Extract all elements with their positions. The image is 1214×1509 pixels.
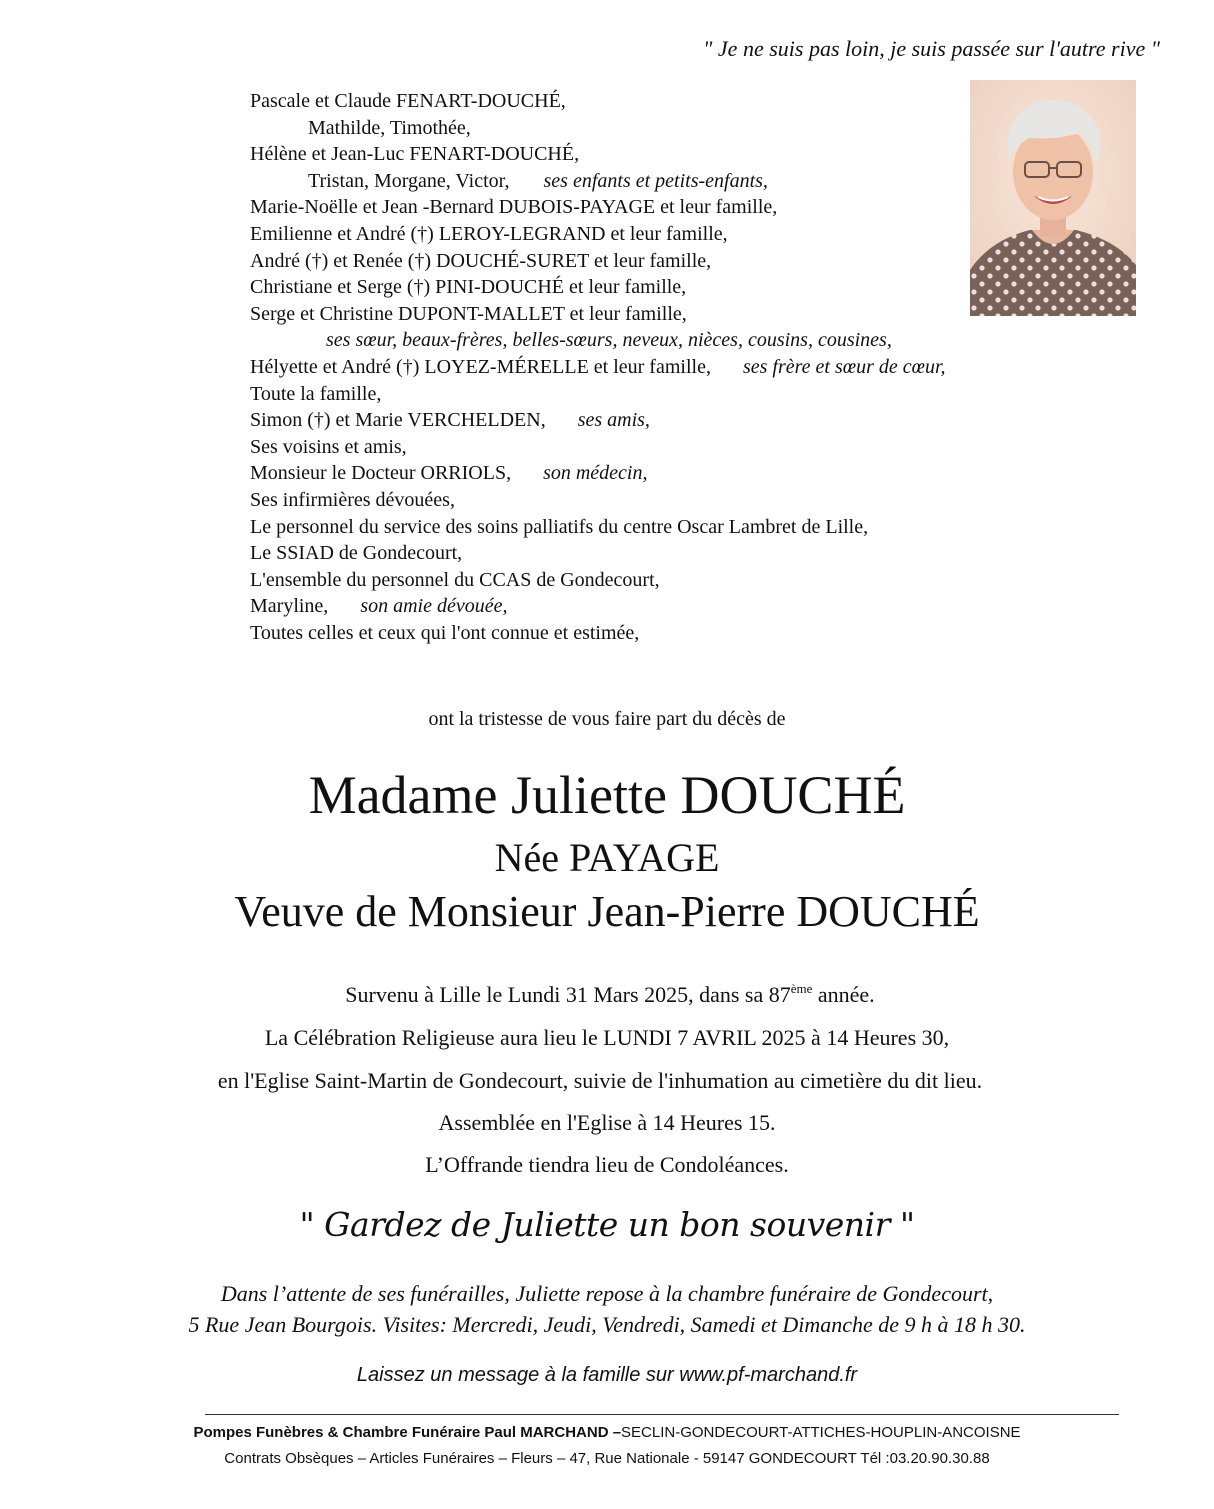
relation-label: son médecin, <box>543 462 648 485</box>
list-item: Ses voisins et amis, <box>250 435 407 458</box>
family-list <box>250 88 946 646</box>
ceremony-info: La Célébration Religieuse aura lieu le LUNDI 7 AVRIL 2025 à 14 Heures 30, <box>264 1025 950 1050</box>
list-item: Toutes celles et ceux qui l'ont connue et estimée, <box>250 621 640 644</box>
announcement: ont la tristesse de vous faire part du décès de <box>428 708 786 730</box>
widow-of: Veuve de Monsieur Jean-Pierre DOUCHÉ <box>234 887 980 936</box>
portrait-photo <box>970 80 1136 316</box>
list-item: Toute la famille, <box>250 382 382 405</box>
list-item: Tristan, Morgane, Victor, ses enfants et petits-enfants, <box>308 169 768 192</box>
relation-label: ses frère et sœur de cœur, <box>742 355 946 378</box>
church-info: en l'Eglise Saint-Martin de Gondecourt, suivie de l'inhumation au cimetière du dit lieu. <box>217 1068 983 1093</box>
footer-company: Pompes Funèbres & Chambre Funéraire Paul MARCHAND –SECLIN-GONDECOURT-ATTICHES-HOUPLIN-ANCOISNE <box>193 1424 1021 1441</box>
list-item: Marie-Noëlle et Jean -Bernard DUBOIS-PAYAGE et leur famille, <box>250 196 778 219</box>
list-item: Ses infirmières dévouées, <box>250 488 455 511</box>
list-item: Simon (†) et Marie VERCHELDEN, ses amis, <box>250 409 650 432</box>
list-item: Hélène et Jean-Luc FENART-DOUCHÉ, <box>250 143 580 166</box>
footer-services: Contrats Obsèques – Articles Funéraires – Fleurs – 47, Rue Nationale - 59147 GONDECOURT Tél :03.20.90.30.88 <box>224 1450 990 1467</box>
death-date: Survenu à Lille le Lundi 31 Mars 2025, dans sa 87ème année. <box>345 981 875 1007</box>
list-item: L'ensemble du personnel du CCAS de Gondecourt, <box>250 568 660 591</box>
assembly-info: Assemblée en l'Eglise à 14 Heures 15. <box>438 1110 776 1135</box>
list-item: Emilienne et André (†) LEROY-LEGRAND et leur famille, <box>250 222 728 245</box>
list-item: Le personnel du service des soins palliatifs du centre Oscar Lambret de Lille, <box>250 515 869 538</box>
footer-divider <box>205 1414 1119 1415</box>
list-item: Monsieur le Docteur ORRIOLS, son médecin, <box>250 462 648 485</box>
list-item: Christiane et Serge (†) PINI-DOUCHÉ et leur famille, <box>250 276 687 299</box>
deceased-name: Madame Juliette DOUCHÉ <box>308 765 906 825</box>
relation-label: ses sœur, beaux-frères, belles-sœurs, neveux, nièces, cousins, cousines, <box>326 329 892 352</box>
list-item: Mathilde, Timothée, <box>308 116 471 139</box>
portrait-icon <box>970 80 1136 316</box>
souvenir-quote: " Gardez de Juliette un bon souvenir " <box>299 1205 915 1244</box>
list-item: Hélyette et André (†) LOYEZ-MÉRELLE et leur famille, ses frère et sœur de cœur, <box>250 355 946 378</box>
relation-label: ses enfants et petits-enfants, <box>543 169 768 192</box>
list-item: Maryline, son amie dévouée, <box>250 595 508 618</box>
epigraph: " Je ne suis pas loin, je suis passée sur l'autre rive " <box>703 36 1160 61</box>
maiden-name: Née PAYAGE <box>494 835 720 880</box>
offering-info: L’Offrande tiendra lieu de Condoléances. <box>425 1152 789 1177</box>
repose-info: Dans l’attente de ses funérailles, Juliette repose à la chambre funéraire de Gondecourt, 5 Rue Jean Bourgois. Visites: Mercredi, Jeudi, Vendredi, Samedi et Dimanche de 9 h à 18 h 30. <box>188 1281 1026 1337</box>
website-message[interactable]: Laissez un message à la famille sur www.pf-marchand.fr <box>356 1364 858 1386</box>
relation-label: son amie dévouée, <box>360 595 508 618</box>
list-item: André (†) et Renée (†) DOUCHÉ-SURET et leur famille, <box>250 249 712 272</box>
relation-label: ses amis, <box>577 409 650 432</box>
list-item: Pascale et Claude FENART-DOUCHÉ, <box>250 90 566 112</box>
list-item: Le SSIAD de Gondecourt, <box>250 542 463 565</box>
list-item: Serge et Christine DUPONT-MALLET et leur famille, <box>250 302 687 325</box>
